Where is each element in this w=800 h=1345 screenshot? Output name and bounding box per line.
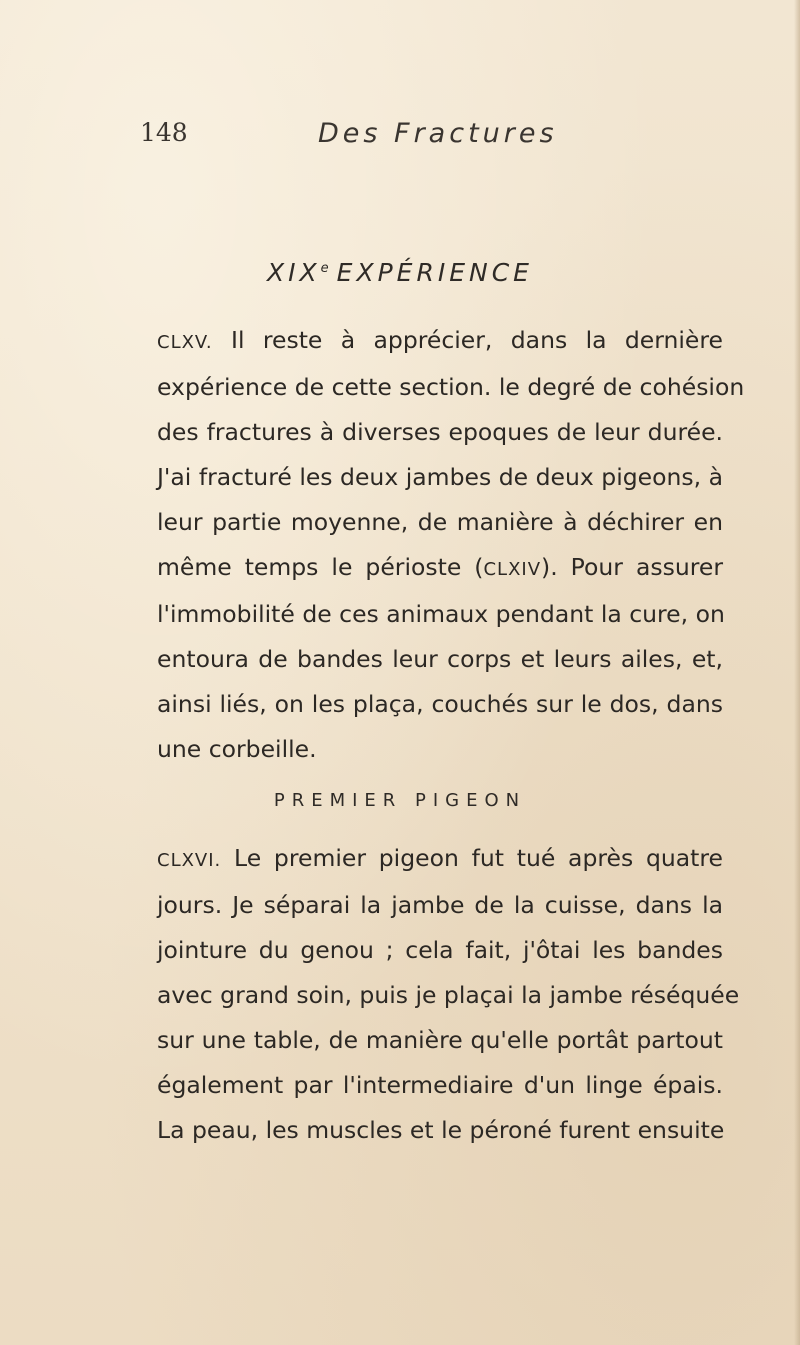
text-line — [157, 545, 723, 592]
paragraph-label: CLXV. — [157, 332, 213, 353]
text-line: entoura de bandes leur corps et leurs ailes, et, — [157, 645, 723, 673]
running-head — [0, 118, 800, 158]
text-line: des fractures à diverses epoques de leur durée. — [157, 418, 723, 446]
text-line: leur partie moyenne, de manière à déchirer en — [157, 508, 723, 536]
section-title-word: EXPÉRIENCE — [336, 258, 533, 287]
paragraph-label: CLXVI. — [157, 850, 222, 871]
paragraph-clxv — [157, 318, 745, 772]
text-line: avec grand soin, puis je plaçai la jambe réséquée — [157, 981, 740, 1009]
text-line: sur une table, de manière qu'elle portât partout — [157, 1026, 723, 1054]
text-line: jointure du genou ; cela fait, j'ôtai les bandes — [157, 936, 723, 964]
page-number: 148 — [140, 118, 188, 147]
text-line — [157, 318, 723, 365]
text-line — [157, 836, 723, 883]
section-heading — [0, 258, 800, 287]
paragraph-clxvi — [157, 836, 740, 1153]
cross-reference: CLXIV — [483, 559, 542, 580]
text-line: l'immobilité de ces animaux pendant la cure, on — [157, 600, 725, 628]
text-line: ainsi liés, on les plaça, couchés sur le dos, dans — [157, 690, 723, 718]
subsection-heading: PREMIER PIGEON — [273, 790, 527, 811]
text-line: expérience de cette section. le degré de cohésion — [157, 373, 745, 401]
page-edge-shadow — [794, 0, 800, 1345]
text-line-content: même temps le périoste ( — [157, 553, 484, 581]
text-line-content: Le premier pigeon fut tué après quatre — [234, 844, 723, 872]
text-line: également par l'intermediaire d'un linge épais. — [157, 1071, 723, 1099]
running-title: Des Fractures — [318, 118, 558, 149]
text-line-content: ). Pour assurer — [541, 553, 723, 581]
section-roman-numeral: XIX — [267, 258, 321, 287]
text-line: une corbeille. — [157, 735, 317, 763]
text-line: jours. Je séparai la jambe de la cuisse, dans la — [157, 891, 723, 919]
section-ordinal-mark: e — [320, 260, 329, 276]
text-line: La peau, les muscles et le péroné furent ensuite — [157, 1116, 725, 1144]
text-line-content: Il reste à apprécier, dans la dernière — [231, 326, 723, 354]
text-line: J'ai fracturé les deux jambes de deux pigeons, à — [157, 463, 723, 491]
